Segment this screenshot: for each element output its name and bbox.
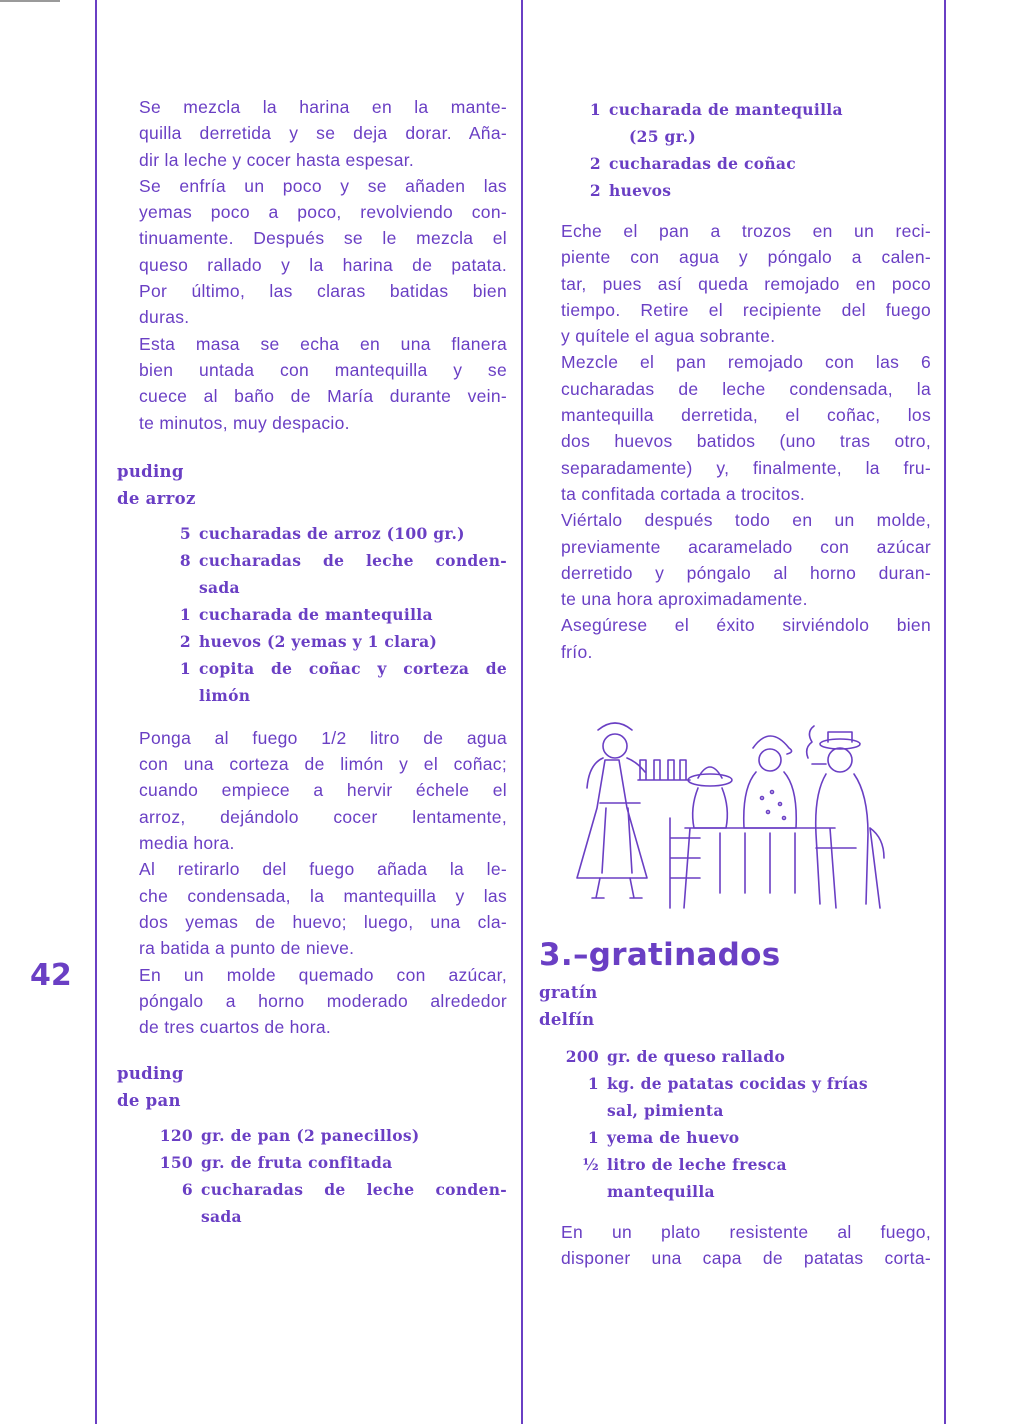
paragraph: Se enfría un poco y se añaden las yemas poco a poco, revolviendo con- tinuamente. Después se le mezcla el queso rallado y la harina de patata. Por último, las claras batidas bien duras. — [139, 175, 507, 328]
paragraph: Mezcle el pan remojado con las 6 cucharadas de leche condensada, la mantequilla derretida, el coñac, los dos huevos batidos (uno tras otro, separadamente) y, finalmente, la fru- ta confitada cortada a trocitos. — [561, 352, 931, 504]
ingredient-list — [563, 1043, 931, 1205]
ingredient-list — [157, 1122, 507, 1230]
ingredient-item: 150 gr. de fruta confitada — [159, 1153, 393, 1173]
ingredient-item: ½ litro de leche fresca — [582, 1155, 787, 1175]
paragraph: En un molde quemado con azúcar, póngalo a horno moderado alrededor de tres cuartos de hora. — [139, 964, 507, 1038]
page-number: 42 — [30, 958, 72, 993]
column-rule-left — [95, 0, 97, 1424]
paragraph: Esta masa se echa en una flanera bien untada con mantequilla y se cuece al baño de María durante vein- te minutos, muy despacio. — [139, 333, 507, 433]
column-rule-right — [944, 0, 946, 1424]
column-rule-middle — [521, 0, 523, 1424]
paragraph: Eche el pan a trozos en un reci- piente con agua y póngalo a calen- tar, pues así queda remojado en poco tiempo. Retire el recipiente del fuego y quítele el agua sobrante. — [561, 221, 931, 347]
paragraph: Al retirarlo del fuego añada la le- che condensada, la mantequilla y las dos yemas de huevo; luego, una cla- ra batida a punto de nieve. — [139, 859, 507, 959]
ingredient-item: 5 cucharadas de arroz (100 gr.) — [179, 523, 465, 543]
ingredient-item: 2 huevos — [589, 181, 672, 200]
ingredient-item: 200 gr. de queso rallado — [565, 1047, 786, 1067]
ingredient-list — [169, 520, 507, 709]
ingredient-item: 8 cucharadas de leche conden- sada — [179, 550, 507, 597]
ingredient-item: 6 cucharadas de leche conden- sada — [181, 1180, 507, 1227]
recipe-title: puding de arroz — [117, 461, 196, 508]
paragraph: Ponga al fuego 1/2 litro de agua con una corteza de limón y el coñac; cuando empiece a hervir échele el arroz, dejándolo cocer lentamente, media hora. — [139, 727, 507, 854]
ingredient-item: 2 huevos (2 yemas y 1 clara) — [179, 631, 438, 651]
section-heading: 3.–gratinados — [539, 937, 781, 974]
paragraph: Asegúrese el éxito sirviéndolo bien frío. — [561, 615, 931, 662]
ingredient-item: 1 kg. de patatas cocidas y frías — [587, 1074, 868, 1094]
recipe-title: puding de pan — [117, 1064, 184, 1111]
ingredient-list — [579, 96, 931, 204]
ingredient-item: 1 yema de huevo — [587, 1128, 740, 1148]
ingredient-item: 2 cucharadas de coñac — [589, 154, 796, 173]
intro-text — [117, 94, 507, 436]
ingredient-item: 1 copita de coñac y corteza de limón — [179, 658, 507, 705]
cafe-scene-illustration — [570, 708, 890, 918]
left-column — [117, 94, 507, 1230]
recipe-title: gratín delfín — [539, 983, 598, 1030]
paragraph: Viértalo después todo en un molde, previamente acaramelado con azúcar derretido y póngalo al horno duran- te una hora aproximadamente. — [561, 510, 931, 610]
ingredient-item: sal, pimienta — [607, 1101, 724, 1121]
ingredient-item: 120 gr. de pan (2 panecillos) — [159, 1126, 420, 1146]
right-column — [539, 96, 931, 1272]
paragraph: Se mezcla la harina en la mante- quilla derretida y se deja dorar. Aña- dir la leche y cocer hasta espesar. — [139, 97, 507, 170]
ingredient-item: 1 cucharada de mantequilla (25 gr.) — [589, 100, 843, 146]
paragraph: En un plato resistente al fuego, disponer una capa de patatas corta- — [561, 1222, 931, 1269]
ingredient-item: mantequilla — [607, 1182, 715, 1202]
ingredient-item: 1 cucharada de mantequilla — [179, 604, 433, 624]
top-rule — [0, 0, 60, 2]
